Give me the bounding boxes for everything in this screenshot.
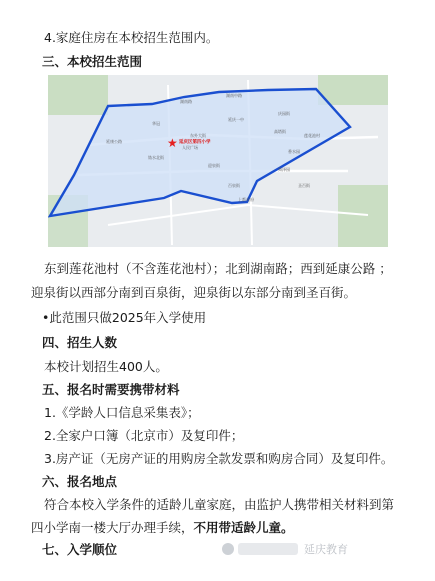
usage-note: •此范围只做2025年入学使用 bbox=[42, 310, 207, 325]
section-6-heading: 六、报名地点 bbox=[42, 474, 118, 489]
school-map-label: 延庆区第四小学 bbox=[179, 140, 211, 145]
section-4-heading: 四、招生人数 bbox=[42, 335, 118, 350]
svg-text:香水园: 香水园 bbox=[288, 149, 300, 154]
svg-text:高塔街: 高塔街 bbox=[274, 129, 286, 134]
section-7-heading: 七、入学顺位 bbox=[42, 542, 118, 557]
svg-text:东外大街: 东外大街 bbox=[190, 133, 206, 138]
svg-text:上都首府: 上都首府 bbox=[238, 197, 254, 202]
map-label-hunan-road: 湖南路 bbox=[180, 99, 192, 104]
svg-text:延庆一中: 延庆一中 bbox=[228, 117, 244, 122]
material-item-2: 2.全家户口簿（北京市）及复印件； bbox=[44, 428, 244, 443]
svg-text:湖南中路: 湖南中路 bbox=[226, 93, 242, 98]
boundary-description-line-1: 东到莲花池村（不含莲花池村）；北到湖南路；西到延康公路 ； bbox=[44, 261, 392, 276]
watermark-text: 延庆教育 bbox=[304, 543, 348, 556]
school-marker-star: ★ bbox=[167, 136, 178, 150]
svg-text:华冠: 华冠 bbox=[152, 121, 160, 126]
enrollment-area-map bbox=[48, 75, 388, 247]
boundary-description-line-2: 迎泉街以西部分南到百泉街，迎泉街以东部分南到圣百街。 bbox=[31, 285, 357, 300]
watermark bbox=[222, 538, 435, 560]
registration-location-line-1: 符合本校入学条件的适龄儿童家庭，由监护人携带相关材料到第 bbox=[44, 497, 395, 512]
svg-text:百泉街: 百泉街 bbox=[228, 183, 240, 188]
material-item-3: 3.房产证（无房产证的用购房全款发票和购房合同）及复印件。 bbox=[44, 451, 394, 466]
registration-location-line-2 bbox=[31, 519, 435, 537]
svg-text:延康公路: 延康公路 bbox=[106, 139, 122, 144]
svg-text:庆园街: 庆园街 bbox=[278, 111, 290, 116]
no-child-needed-note: 不用带适龄儿童。 bbox=[193, 520, 294, 535]
svg-text:人民广场: 人民广场 bbox=[182, 145, 198, 150]
svg-text:圣百街: 圣百街 bbox=[298, 183, 310, 188]
material-item-1: 1.《学龄人口信息采集表》； bbox=[44, 405, 200, 420]
watermark-logo-icon bbox=[222, 543, 234, 555]
section-3-heading: 三、本校招生范围 bbox=[42, 54, 143, 69]
section-5-heading: 五、报名时需要携带材料 bbox=[42, 382, 180, 397]
svg-text:莲花池村: 莲花池村 bbox=[304, 133, 320, 138]
housing-condition-line: 4.家庭住房在本校招生范围内。 bbox=[44, 30, 219, 45]
svg-text:妫水北街: 妫水北街 bbox=[148, 155, 164, 160]
registration-location-text: 四小学南一楼大厅办理手续， bbox=[31, 520, 194, 535]
svg-text:迎泉街: 迎泉街 bbox=[208, 163, 220, 168]
enrollment-count: 本校计划招生400人。 bbox=[44, 359, 168, 374]
svg-text:舜泽园: 舜泽园 bbox=[278, 167, 290, 172]
